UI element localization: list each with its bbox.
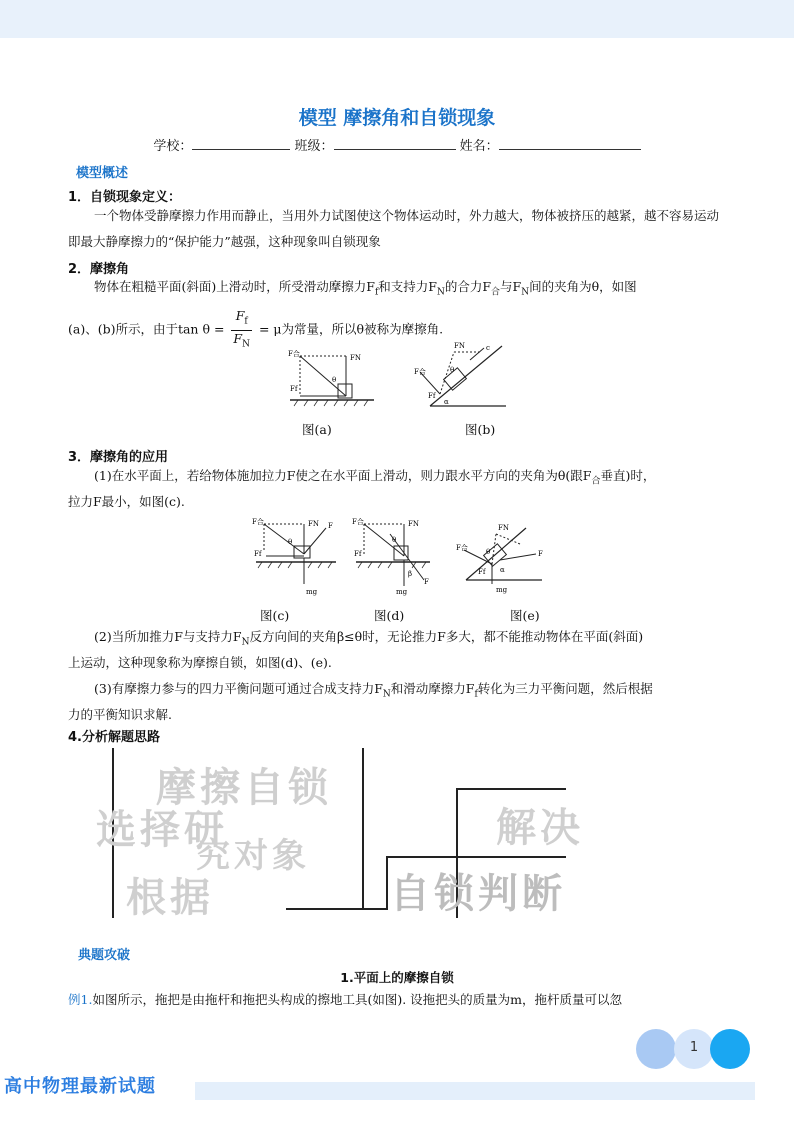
label-f-e: F [538, 550, 543, 558]
section3-p2: (2)当所加推力F与支持力$F_N$反方向间的夹角β≤θ时，无论推力F多大，都不能推动物体在平面(斜面) [94, 629, 644, 648]
label-mg-d: mg [396, 588, 408, 596]
example1-label: 例1. [68, 992, 93, 1007]
label-fhe: F合 [288, 350, 300, 358]
caption-a: 图(a) [302, 422, 332, 437]
section3-p3-cont: 力的平衡知识求解. [68, 707, 172, 722]
mind-node-3: 解决 [496, 805, 584, 851]
examples-subtitle: 1.平面上的摩擦自锁 [340, 970, 454, 985]
label-fn-d: FN [408, 520, 419, 528]
caption-e: 图(e) [510, 608, 540, 623]
section3-heading: 3．摩擦角的应用 [68, 450, 169, 465]
caption-b: 图(b) [465, 422, 496, 437]
name-field[interactable] [499, 137, 641, 150]
school-label: 学校： [153, 139, 193, 154]
class-label: 班级： [294, 139, 334, 154]
label-theta-c: θ [288, 538, 293, 546]
label-fn-e: FN [498, 524, 509, 532]
student-info-line [0, 135, 794, 154]
label-alpha-e: α [500, 566, 505, 574]
label-ff-d: Ff [354, 550, 362, 558]
mind-map-image [96, 748, 584, 921]
mind-node-4: 究对象 [196, 836, 310, 876]
label-fn-b: FN [454, 342, 465, 350]
caption-c: 图(c) [260, 608, 290, 623]
section2-line2: (a)、(b)所示，由于tan θ = $\frac{F_f}{F_N}$ = μ为常量，所以θ被称为摩擦角. [68, 308, 728, 352]
caption-d: 图(d) [374, 608, 405, 623]
mind-node-5: 自锁判断 [390, 871, 566, 917]
top-band [0, 0, 794, 38]
figure-d [350, 514, 434, 598]
section2-heading: 2．摩擦角 [68, 262, 130, 277]
examples-title: 典题攻破 [78, 948, 131, 963]
label-theta: θ [332, 376, 337, 384]
mind-node-6: 根据 [126, 875, 214, 921]
label-beta-d: β [408, 570, 413, 578]
section2-line1: 物体在粗糙平面(斜面)上滑动时，所受滑动摩擦力$F_f$和支持力$F_N$的合力$F_合$与$F_N$间的夹角为θ，如图 [94, 279, 637, 298]
mind-node-1: 摩擦自锁 [156, 765, 332, 811]
figure-b [410, 338, 510, 410]
section3-p1: (1)在水平面上，若给物体施加拉力F使之在水平面上滑动，则力跟水平方向的夹角为θ(跟$F_合$垂直)时， [94, 468, 656, 487]
section1-text: 一个物体受静摩擦力作用而静止，当用外力试图使这个物体运动时，外力越大，物体被挤压的越紧，越不容易运动即最大静摩擦力的“保护能力”越强，这种现象叫自锁现象 [68, 208, 720, 249]
label-mg-e: mg [496, 586, 508, 594]
label-theta-b: θ [450, 366, 455, 374]
footer-brand: 高中物理最新试题 [4, 1076, 156, 1097]
figure-a [280, 344, 380, 412]
label-f-d: F [424, 578, 429, 586]
label-fn: FN [350, 354, 361, 362]
example1-text: 如图所示，拖把是由拖杆和拖把头构成的擦地工具(如图). 设拖把头的质量为m，拖杆质量可以忽 [92, 992, 622, 1007]
figure-c [248, 514, 340, 598]
section4-heading: 4.分析解题思路 [68, 730, 160, 745]
label-fhe-d: F合 [352, 518, 364, 526]
label-theta-e: θ [486, 548, 491, 556]
label-fhe-c: F合 [252, 518, 264, 526]
section3-p2-cont: 上运动，这种现象称为摩擦自锁，如图(d)、(e). [68, 655, 332, 670]
label-fhe-b: F合 [414, 368, 426, 376]
overview-title: 模型概述 [76, 166, 129, 181]
label-ff-c: Ff [254, 550, 262, 558]
page-number: 1 [689, 1040, 699, 1055]
label-f-c: F [328, 522, 333, 530]
footer-band [195, 1082, 755, 1100]
label-theta-d: θ [392, 536, 397, 544]
section3-p1-cont: 拉力F最小，如图(c). [68, 494, 185, 509]
example1 [68, 990, 748, 1008]
section1-heading: 1．自锁现象定义： [68, 190, 182, 205]
label-fhe-e: F合 [456, 544, 468, 552]
label-fn-c: FN [308, 520, 319, 528]
page-number-badge [636, 1029, 752, 1069]
mind-node-2: 选择研 [96, 807, 228, 853]
label-alpha-b: α [444, 398, 449, 406]
school-field[interactable] [192, 137, 290, 150]
frac-ff-over-fn: $\frac{F_f}{F_N}$ [233, 308, 250, 349]
section3-p3: (3)有摩擦力参与的四力平衡问题可通过合成支持力$F_N$和滑动摩擦力$F_f$转化为三力平衡问题，然后根据 [94, 681, 653, 700]
label-ff: Ff [290, 385, 298, 393]
label-ff-b: Ff [428, 392, 436, 400]
name-label: 姓名： [459, 139, 499, 154]
figure-e [456, 520, 546, 596]
label-ff-e: Ff [478, 568, 486, 576]
label-c-b: c [486, 344, 490, 352]
page-title: 模型 摩擦角和自锁现象 [298, 107, 496, 129]
class-field[interactable] [334, 137, 456, 150]
label-mg-c: mg [306, 588, 318, 596]
